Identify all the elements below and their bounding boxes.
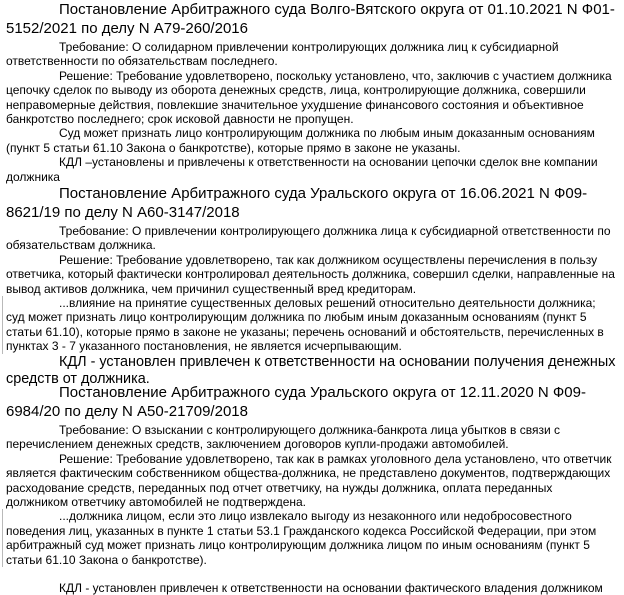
case-3-kdl: КДЛ - установлен привлечен к ответственности на основании фактического владения должником [59, 581, 603, 595]
case-1-requirement: Требование: О солидарном привлечении контролирующих должника лиц к субсидиарной ответственности по обязательствам последнего. [6, 40, 559, 69]
case-1 [6, 0, 616, 184]
case-2-kdl: КДЛ - установлен привлечен к ответственности на основании получения денежных средств от должника. [6, 353, 616, 387]
case-1-note: Суд может признать лицо контролирующим должника по любым иным доказанным основаниям (пункт 5 статьи 61.10 Закона о банкротстве), которые прямо в законе не указаны. [6, 126, 595, 155]
case-3-requirement: Требование: О взыскании с контролирующего должника-банкрота лица убытков в связи с перечислением денежных средств, заключением договоров купли-продажи автомобилей. [6, 423, 560, 452]
case-3 [6, 383, 616, 595]
case-2-requirement: Требование: О привлечении контролирующего должника лица к субсидиарной ответственности по обязательствам должника. [6, 224, 611, 253]
case-1-kdl: КДЛ –установлены и привлечены к ответственности на основании цепочки сделок вне компании должника [6, 155, 598, 184]
case-3-title: Постановление Арбитражного суда Уральского округа от 12.11.2020 N Ф09-6984/20 по делу N А50-21709/2018 [6, 384, 586, 420]
case-2 [6, 184, 616, 388]
case-1-title: Постановление Арбитражного суда Волго-Вятского округа от 01.10.2021 N Ф01-5152/2021 по делу N А79-260/2016 [6, 1, 615, 37]
case-2-quote: ...влияние на принятие существенных деловых решений относительно деятельности должника; суд может признать лицо контролирующим должника по любым иным доказанным основаниям (пункт 5 статьи 61.10), которые прямо в законе не указаны; перечень оснований и обстоятельств, перечисленных в пунктах 3 - 7 указанного постановления, не является исчерпывающим. [6, 296, 616, 354]
case-2-decision: Решение: Требование удовлетворено, так как должником осуществлены перечисления в пользу ответчика, который фактически контролировал деятельность должника, совершил сделки, направленные на вывод активов должника, чем причинил существенный вред кредиторам. [6, 252, 615, 296]
case-3-quote: ...должника лицом, если это лицо извлекало выгоду из незаконного или недобросовестного поведения лиц, указанных в пункте 1 статьи 53.1 Гражданского кодекса Российской Федерации, при этом арбитражный суд может признать лицо контролирующим должника лицом по иным основаниям (пункт 5 статьи 61.10 Закона о банкротстве). [6, 509, 616, 567]
quote-bar [2, 509, 3, 567]
case-3-decision: Решение: Требование удовлетворено, так как в рамках уголовного дела установлено, что ответчик является фактическим собственником общества-должника, не представлено документов, подтверждающих расходование средств, переданных под отчет ответчику, на нужды должника, оплата переданных должником ответчику автомобилей не подтверждена. [6, 451, 612, 510]
case-2-title: Постановление Арбитражного суда Уральского округа от 16.06.2021 N Ф09-8621/19 по делу N А60-3147/2018 [6, 185, 588, 221]
case-1-decision: Решение: Требование удовлетворено, поскольку установлено, что, заключив с участием должника цепочку сделок по выводу из оборота денежных средств, лица, контролирующие должника, совершили неправомерные действия, повлекшие значительное ухудшение финансового состояния и объективное банкротство последнего; срок исковой давности не пропущен. [6, 68, 612, 127]
quote-bar [2, 296, 3, 354]
